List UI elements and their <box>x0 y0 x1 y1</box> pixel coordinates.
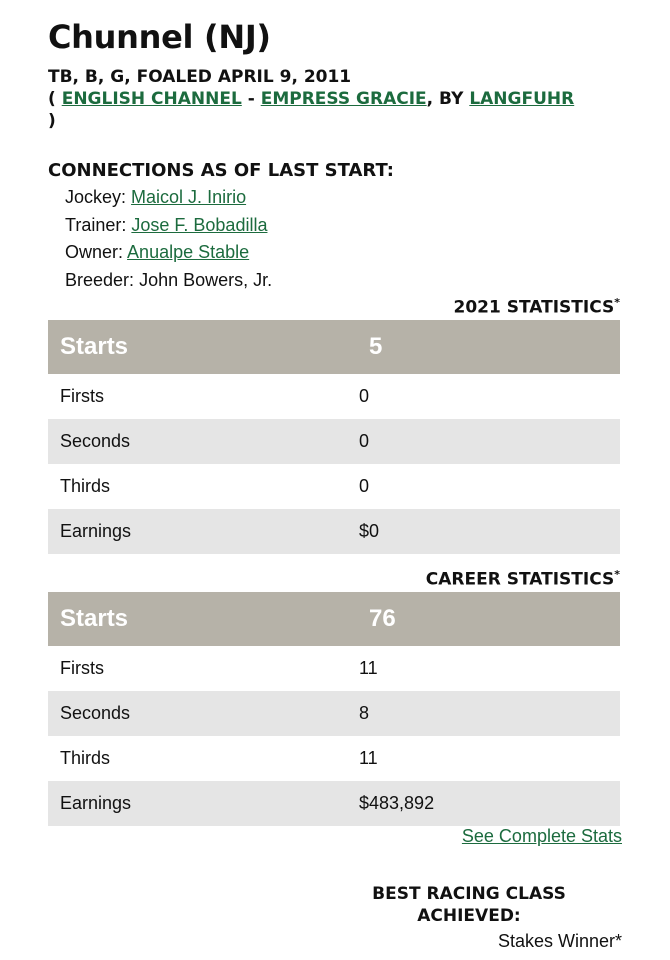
sire-link[interactable]: ENGLISH CHANNEL <box>61 89 242 109</box>
table-row <box>48 464 620 509</box>
career-stats-heading <box>426 568 620 590</box>
dam-link[interactable]: EMPRESS GRACIE <box>260 89 427 109</box>
pedigree-dash: - <box>247 89 255 109</box>
stats-2021-heading <box>454 296 620 318</box>
stats-2021-header-row <box>48 320 620 374</box>
pedigree-line <box>48 88 628 110</box>
owner-label: Owner: <box>65 242 124 262</box>
row-value: 0 <box>359 386 370 406</box>
table-row <box>48 509 620 554</box>
row-value: 11 <box>359 658 378 678</box>
starts-label: Starts <box>48 320 347 374</box>
horse-name: Chunnel (NJ) <box>48 18 271 56</box>
row-label: Firsts <box>60 386 104 406</box>
connections-list <box>65 184 272 294</box>
horse-details: TB, B, G, FOALED APRIL 9, 2011 <box>48 67 352 87</box>
paren-open: ( <box>48 89 56 109</box>
horse-details-block <box>48 66 628 132</box>
pedigree-by: , BY <box>426 89 464 109</box>
row-label: Seconds <box>48 691 347 736</box>
stats-2021-heading-text: 2021 STATISTICS <box>453 297 615 318</box>
row-value: $483,892 <box>347 781 620 826</box>
row-value: 0 <box>359 476 370 496</box>
row-label: Earnings <box>48 781 347 826</box>
row-label: Thirds <box>60 748 111 768</box>
stats-2021-table <box>48 320 620 554</box>
connections-heading: CONNECTIONS AS OF LAST START: <box>48 160 394 181</box>
trainer-link[interactable]: Jose F. Bobadilla <box>131 214 268 235</box>
career-stats-table <box>48 592 620 826</box>
table-row <box>48 691 620 736</box>
starts-value: 76 <box>347 592 620 646</box>
breeder-label: Breeder: <box>65 269 135 290</box>
jockey-row <box>65 184 272 212</box>
table-row <box>48 374 620 419</box>
table-row <box>48 736 620 781</box>
damsire-link[interactable]: LANGFUHR <box>469 89 575 109</box>
trainer-row <box>65 212 272 240</box>
table-row <box>48 646 620 691</box>
row-value: $0 <box>347 509 620 554</box>
row-label: Earnings <box>48 509 347 554</box>
best-class-heading: BEST RACING CLASS ACHIEVED: <box>372 884 566 926</box>
row-label: Firsts <box>60 658 104 678</box>
row-value: 11 <box>359 748 378 768</box>
paren-close: ) <box>48 111 56 131</box>
jockey-label: Jockey: <box>65 187 127 207</box>
best-class-value: Stakes Winner* <box>497 931 622 951</box>
table-row <box>48 419 620 464</box>
stats-2021-asterisk: * <box>614 296 620 309</box>
owner-row <box>65 239 272 267</box>
owner-link[interactable]: Anualpe Stable <box>127 242 250 262</box>
career-stats-heading-text: CAREER STATISTICS <box>425 569 615 590</box>
row-value: 0 <box>347 419 620 464</box>
breeder-value: John Bowers, Jr. <box>139 269 273 290</box>
row-label: Seconds <box>48 419 347 464</box>
starts-label: Starts <box>48 592 347 646</box>
career-stats-asterisk: * <box>614 568 620 581</box>
career-stats-header-row <box>48 592 620 646</box>
see-complete-stats-link[interactable]: See Complete Stats <box>461 826 622 846</box>
starts-value: 5 <box>347 320 620 374</box>
table-row <box>48 781 620 826</box>
trainer-label: Trainer: <box>65 214 127 235</box>
breeder-row <box>65 267 272 295</box>
row-label: Thirds <box>60 476 111 496</box>
row-value: 8 <box>347 691 620 736</box>
jockey-link[interactable]: Maicol J. Inirio <box>131 187 247 207</box>
